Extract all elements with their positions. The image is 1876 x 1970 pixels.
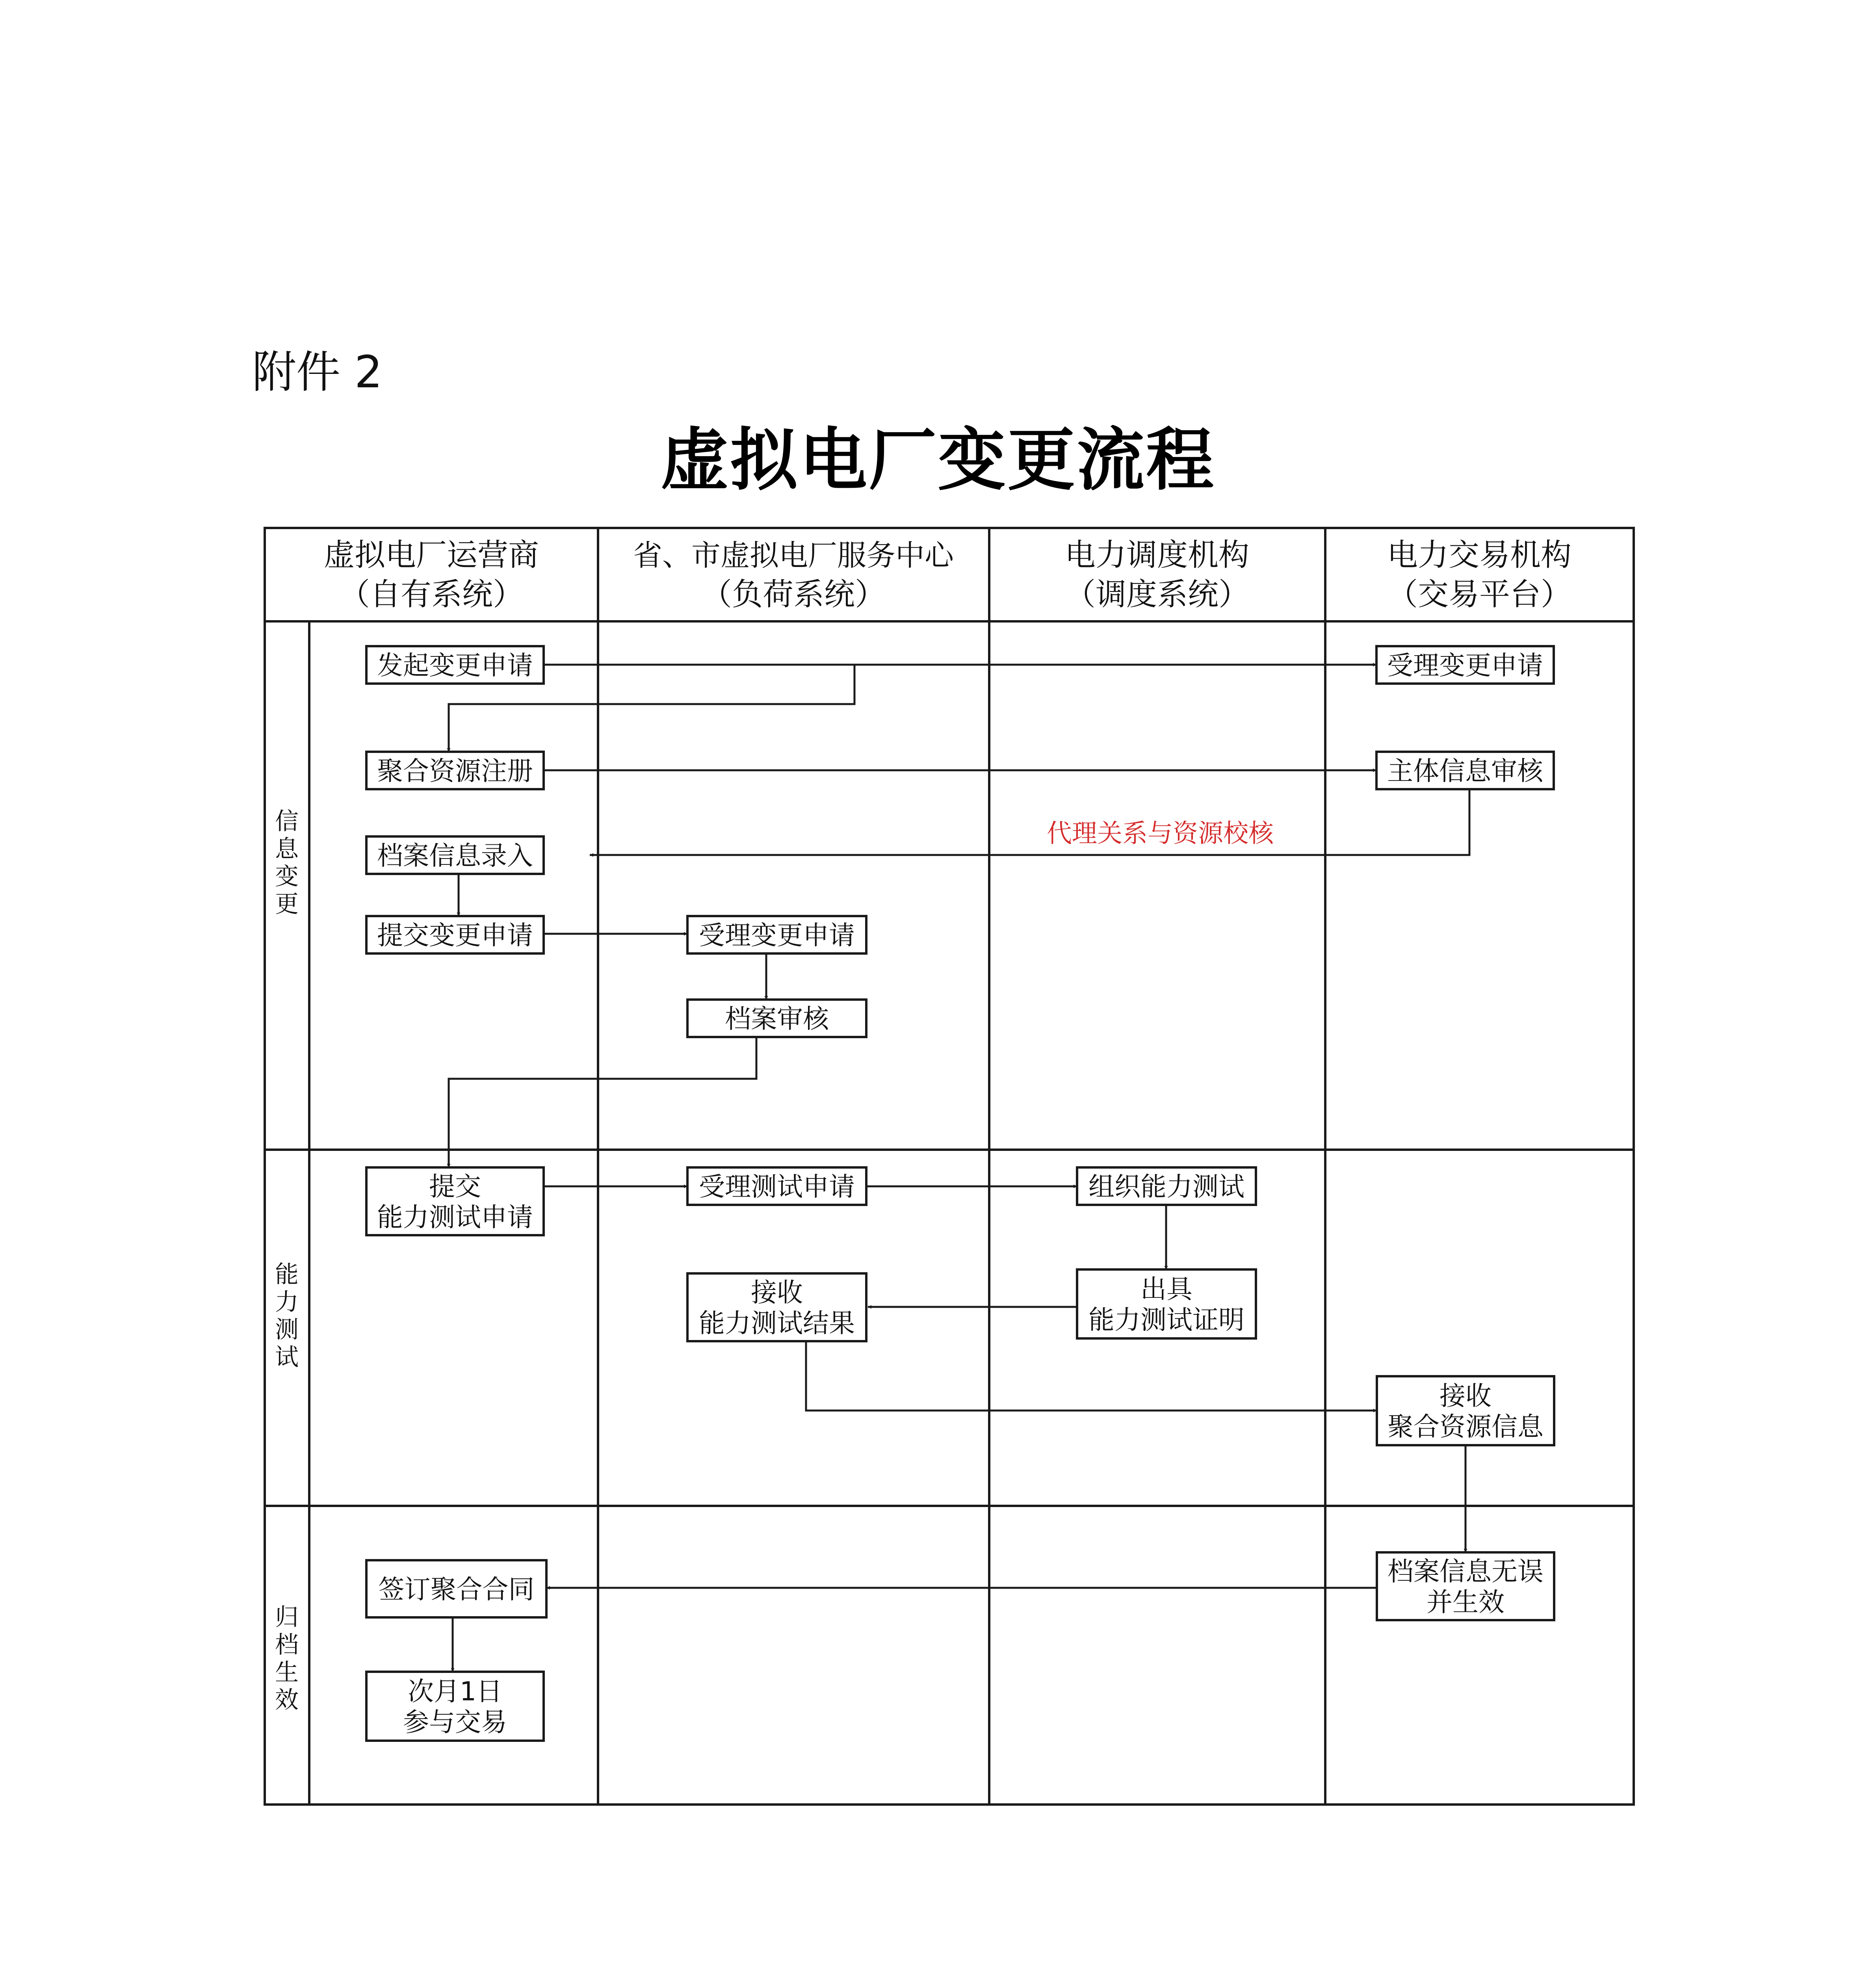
phase-char: 试 bbox=[275, 1344, 299, 1371]
step-label: 能力测试证明 bbox=[1088, 1305, 1244, 1335]
step-label: 提交变更申请 bbox=[377, 920, 533, 951]
phase-char: 更 bbox=[275, 890, 299, 918]
connector bbox=[806, 1340, 1377, 1411]
flow-steps bbox=[366, 646, 1554, 1741]
step-label: 出具 bbox=[1140, 1274, 1192, 1305]
connector bbox=[449, 1035, 756, 1167]
lane-header-service-center bbox=[633, 539, 955, 612]
phase-char: 测 bbox=[275, 1316, 299, 1344]
lane-title: 电力调度机构 bbox=[1064, 537, 1250, 573]
phase-char: 能 bbox=[275, 1261, 299, 1288]
flow-step-s17 bbox=[366, 1672, 544, 1741]
lane-header-trading bbox=[1387, 537, 1571, 612]
flow-step-s4 bbox=[1376, 752, 1554, 789]
step-label: 次月1日 bbox=[408, 1676, 502, 1707]
connector bbox=[590, 789, 1469, 855]
step-label: 能力测试结果 bbox=[699, 1308, 855, 1338]
flow-step-s8 bbox=[687, 1000, 866, 1037]
connectors bbox=[449, 665, 1469, 1672]
flow-step-s6 bbox=[366, 916, 544, 953]
lane-title: 省、市虚拟电厂服务中心 bbox=[633, 539, 954, 572]
flow-step-s3 bbox=[366, 752, 544, 789]
step-label: 档案审核 bbox=[725, 1004, 829, 1034]
flow-step-s15 bbox=[1377, 1552, 1554, 1620]
flow-step-s11 bbox=[1077, 1167, 1256, 1205]
phase-char: 力 bbox=[275, 1288, 299, 1316]
lane-title: 电力交易机构 bbox=[1387, 537, 1572, 573]
phase-label-info-change bbox=[275, 808, 299, 918]
flow-step-s7 bbox=[687, 916, 866, 953]
attachment-label: 附件 2 bbox=[252, 347, 383, 398]
step-label: 档案信息无误 bbox=[1387, 1556, 1544, 1587]
lane-header-operator bbox=[324, 537, 539, 612]
phase-label-capability-test bbox=[275, 1261, 299, 1371]
step-label: 签订聚合合同 bbox=[378, 1574, 535, 1605]
step-label: 聚合资源注册 bbox=[377, 756, 533, 786]
lane-subtitle: （自有系统） bbox=[339, 577, 524, 612]
page-title: 虚拟电厂变更流程 bbox=[661, 420, 1215, 500]
step-label: 组织能力测试 bbox=[1088, 1171, 1244, 1202]
step-label: 发起变更申请 bbox=[377, 650, 533, 681]
flow-step-s9 bbox=[366, 1167, 544, 1235]
red-annotation: 代理关系与资源校核 bbox=[1047, 819, 1274, 848]
step-label: 主体信息审核 bbox=[1387, 756, 1543, 786]
flow-step-s14 bbox=[1377, 1376, 1554, 1445]
flow-step-s1 bbox=[366, 646, 544, 684]
flow-step-s13 bbox=[687, 1273, 866, 1341]
phase-char: 归 bbox=[275, 1604, 299, 1631]
lane-subtitle: （交易平台） bbox=[1387, 577, 1572, 612]
step-label: 能力测试申请 bbox=[377, 1202, 533, 1232]
phase-label-archive-effective bbox=[275, 1604, 299, 1714]
lane-subtitle: （调度系统） bbox=[1064, 577, 1250, 612]
phase-char: 信 bbox=[275, 808, 299, 835]
step-label: 接收 bbox=[1440, 1381, 1492, 1411]
step-label: 受理变更申请 bbox=[1387, 650, 1543, 681]
flow-step-s16 bbox=[366, 1560, 546, 1617]
flow-step-s10 bbox=[687, 1167, 866, 1205]
step-label: 并生效 bbox=[1427, 1587, 1505, 1617]
phase-char: 生 bbox=[275, 1659, 299, 1686]
lane-header-dispatch bbox=[1065, 537, 1249, 612]
step-label: 聚合资源信息 bbox=[1387, 1411, 1544, 1442]
lane-subtitle: （负荷系统） bbox=[701, 577, 886, 612]
step-label: 档案信息录入 bbox=[377, 840, 533, 871]
step-label: 受理测试申请 bbox=[699, 1171, 855, 1202]
step-label: 受理变更申请 bbox=[699, 920, 855, 951]
flow-step-s12 bbox=[1077, 1269, 1256, 1338]
phase-char: 效 bbox=[275, 1686, 299, 1714]
phase-char: 变 bbox=[275, 863, 299, 890]
flow-step-s2 bbox=[1376, 646, 1554, 684]
step-label: 参与交易 bbox=[403, 1707, 507, 1738]
step-label: 提交 bbox=[429, 1171, 481, 1202]
step-label: 接收 bbox=[751, 1277, 803, 1308]
flow-step-s5 bbox=[366, 836, 544, 874]
lane-title: 虚拟电厂运营商 bbox=[323, 537, 539, 573]
phase-char: 息 bbox=[275, 835, 299, 863]
phase-char: 档 bbox=[275, 1631, 299, 1659]
